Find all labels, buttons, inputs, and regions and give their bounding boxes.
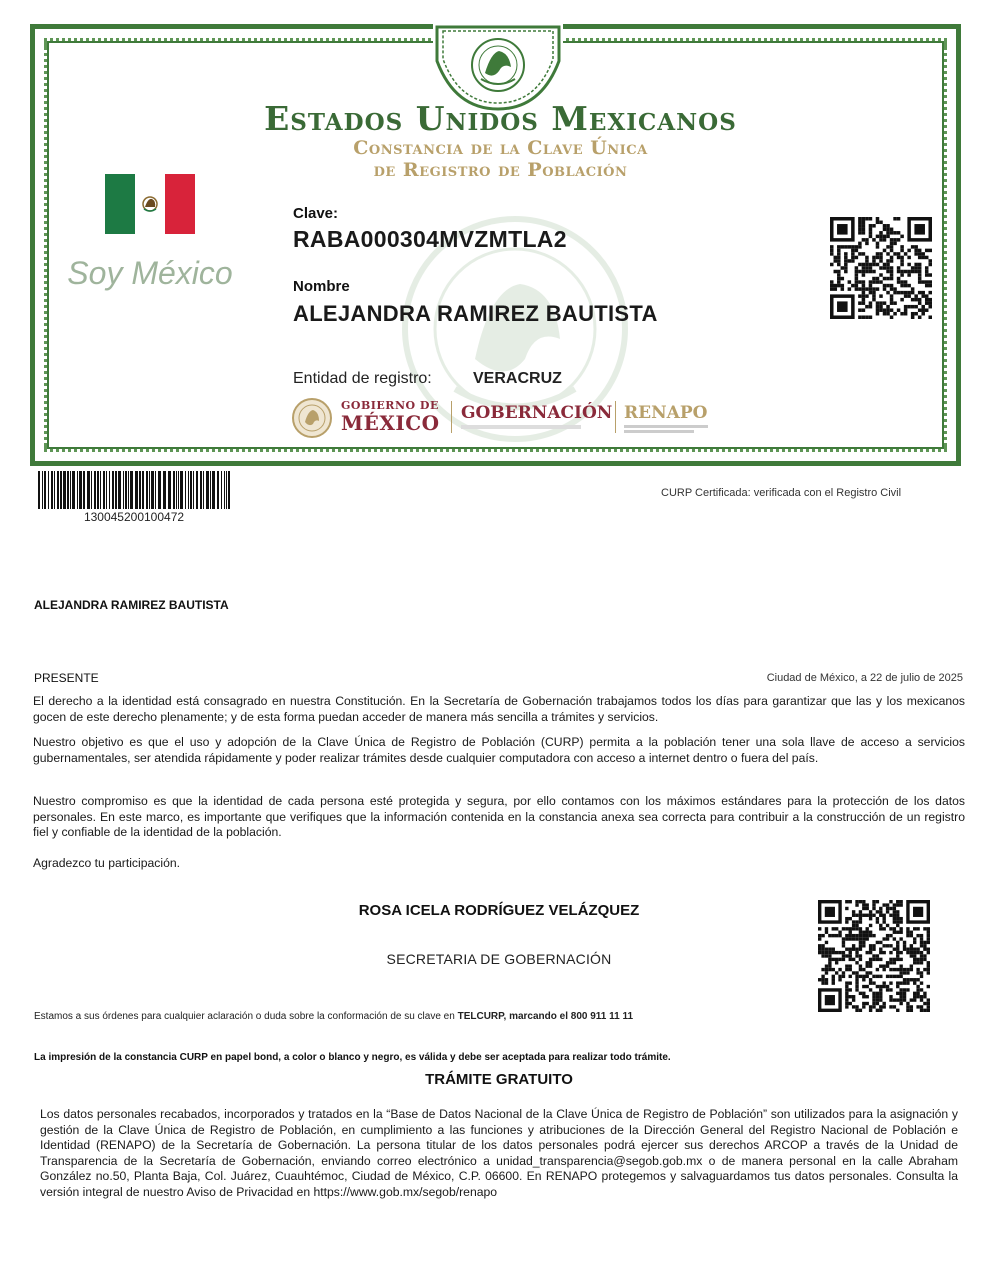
letter-paragraph: Nuestro compromiso es que la identidad de cada persona esté protegida y segura, por ello contamos con los máximos estándares para la protección de los datos personales. En este marco, es importante que verifiques que la información contenida en la constancia anexa sea correcta para contribuir a la construcción de un registro fiel y confiable de la identidad de la población. [33, 794, 965, 839]
government-logos [291, 395, 731, 441]
nombre-label: Nombre [293, 278, 350, 295]
certificate-title: Estados Unidos Mexicanos [264, 99, 737, 138]
qr-code-icon [830, 217, 932, 319]
renapo-logo-subtext [624, 430, 694, 433]
qr-code-icon [818, 900, 930, 1012]
curp-certificate [30, 24, 961, 466]
gobernacion-logo: GOBERNACIÓN [461, 403, 613, 423]
letter-paragraph: Nuestro objetivo es que el uso y adopción de la Clave Única de Registro de Población (CURP) permita a la población tener una sola llave de acceso a servicios gubernamentales, ser atendida rápidamente y poder realizar trámites desde cualquier computadora con acceso a internet dentro o fuera del país. [33, 735, 965, 765]
entidad-value: VERACRUZ [473, 370, 562, 387]
gobernacion-logo-subtext [461, 425, 581, 429]
gobierno-logo-line1: GOBIERNO DE [341, 399, 439, 412]
privacy-notice: Los datos personales recabados, incorporados y tratados en la “Base de Datos Nacional de la Clave Única de Registro de Población” son utilizados para la asignación y gestión de la Clave Única de Registro de Población, en cumplimiento a las funciones y atribuciones de la Dirección General del Registro Nacional de Población e Identidad (RENAPO) de la Secretaría de Gobernación. La persona titular de los datos personales podrá ejercer sus derechos ARCOP a través de la Unidad de Transparencia de la Secretaría de Gobernación, enviando correo electrónico a unidad_transparencia@segob.gob.mx o de manera personal en la calle Abraham González no.50, Planta Baja, Col. Juárez, Cuauhtémoc, Ciudad de México, C.P. 06600. En RENAPO protegemos y salvaguardamos tus datos personales. Consulta la versión integral de nuestro Aviso de Privacidad en https://www.gob.mx/segob/renapo [40, 1107, 958, 1199]
letter-date: Ciudad de México, a 22 de julio de 2025 [766, 672, 963, 684]
renapo-logo-subtext [624, 425, 708, 428]
telcurp-note [34, 1011, 633, 1022]
soy-mexico-slogan: Soy México [67, 255, 233, 291]
clave-value: RABA000304MVZMTLA2 [293, 226, 567, 252]
certified-note: CURP Certificada: verificada con el Registro Civil [661, 487, 902, 499]
nombre-value: ALEJANDRA RAMIREZ BAUTISTA [293, 301, 658, 326]
mexican-flag-icon [105, 174, 195, 234]
telcurp-phone: TELCURP, marcando el 800 911 11 11 [457, 1011, 634, 1022]
tramite-gratuito: TRÁMITE GRATUITO [425, 1071, 573, 1088]
entidad-label: Entidad de registro: [293, 370, 432, 387]
telcurp-text: Estamos a sus órdenes para cualquier aclaración o duda sobre la conformación de su clave en [34, 1011, 458, 1022]
clave-label: Clave: [293, 205, 339, 222]
signer-role: SECRETARIA DE GOBERNACIÓN [386, 951, 612, 967]
logo-separator [451, 401, 452, 433]
letter-presente: PRESENTE [34, 671, 99, 685]
impresion-note: La impresión de la constancia CURP en papel bond, a color o blanco y negro, es válida y debe ser aceptada para realizar todo trámite. [34, 1052, 671, 1063]
certificate-subtitle-line1: Constancia de la Clave Única [353, 137, 648, 159]
signer-name: ROSA ICELA RODRÍGUEZ VELÁZQUEZ [358, 902, 640, 919]
letter-addressee: ALEJANDRA RAMIREZ BAUTISTA [34, 598, 229, 612]
letter-paragraph: Agradezco tu participación. [33, 856, 181, 870]
barcode-icon [38, 471, 230, 509]
logo-separator [615, 401, 616, 433]
certificate-subtitle-line2: de Registro de Población [373, 159, 628, 181]
renapo-logo: RENAPO [624, 403, 708, 423]
gobierno-seal-icon [291, 397, 333, 439]
letter-paragraph: El derecho a la identidad está consagrado en nuestra Constitución. En la Secretaría de Gobernación trabajamos todos los días para garantizar que las y los mexicanos gocen de este derecho plenamente; y de esta forma puedan acceder de manera más sencilla a trámites y servicios. [33, 694, 965, 724]
gobierno-logo-line2: MÉXICO [341, 411, 440, 435]
barcode-number: 130045200100472 [83, 510, 185, 524]
